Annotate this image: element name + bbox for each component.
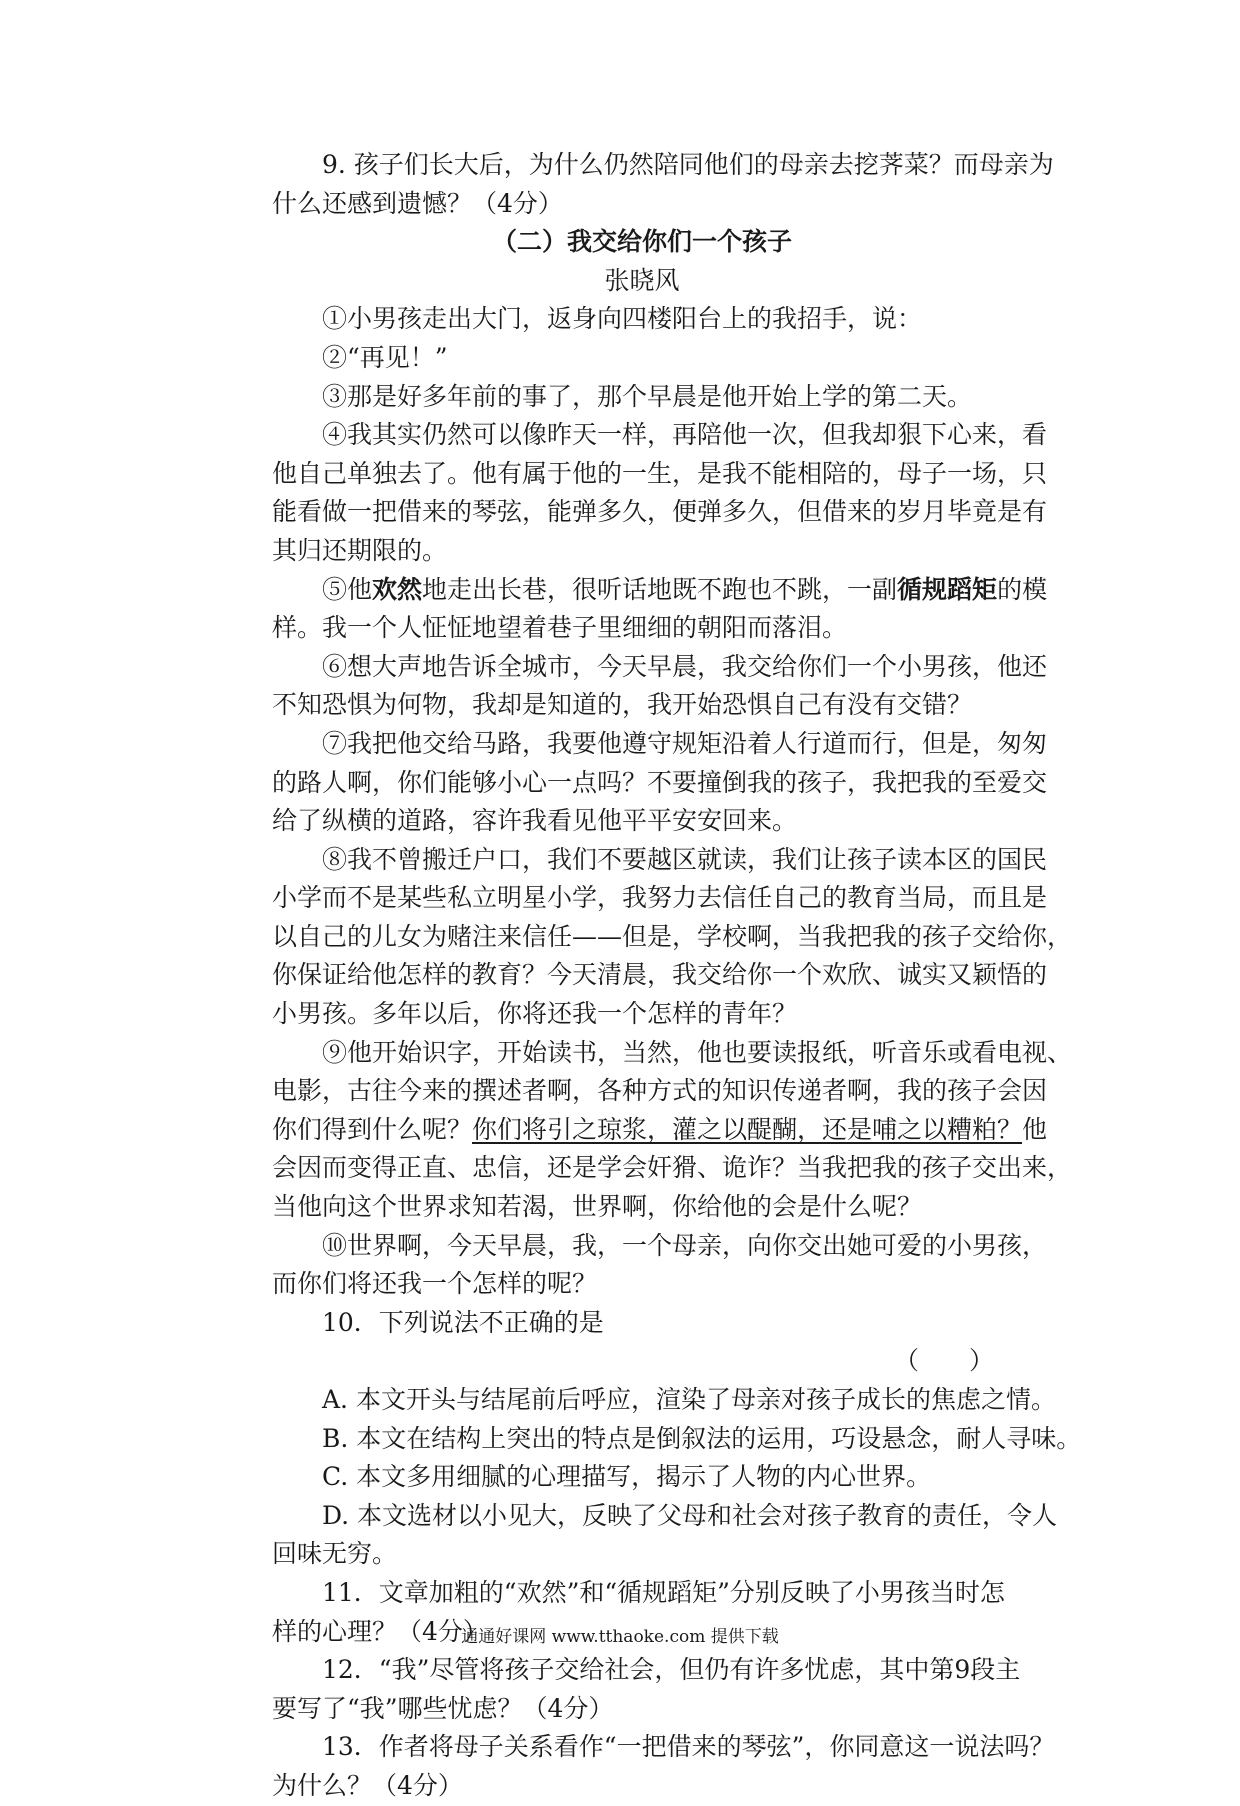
question-11-line-2: 样的心理？（4分） bbox=[272, 1616, 488, 1646]
question-10-stem: 10．下列说法不正确的是 bbox=[322, 1307, 604, 1337]
paragraph-7-line-3: 给了纵横的道路，容许我看见他平平安安回来。 bbox=[272, 806, 798, 836]
underlined-sentence: 你们将引之琼浆，灌之以醍醐，还是哺之以糟粕？ bbox=[472, 1114, 1023, 1144]
paragraph-7-line-1: ⑦我把他交给马路，我要他遵守规矩沿着人行道而行，但是，匆匆 bbox=[322, 728, 1048, 758]
paragraph-8-line-5: 小男孩。多年以后，你将还我一个怎样的青年？ bbox=[272, 999, 798, 1029]
question-9-line-1: 9. 孩子们长大后，为什么仍然陪同他们的母亲去挖荠菜？而母亲为 bbox=[322, 150, 1054, 179]
paragraph-6-line-2: 不知恐惧为何物，我却是知道的，我开始恐惧自己有没有交错？ bbox=[272, 690, 973, 720]
paragraph-8-line-2: 小学而不是某些私立明星小学，我努力去信任自己的教育当局，而且是 bbox=[272, 883, 1048, 913]
paragraph-6-line-1: ⑥想大声地告诉全城市，今天早晨，我交给你们一个小男孩，他还 bbox=[322, 651, 1048, 681]
paragraph-9-line-1: ⑨他开始识字，开始读书，当然，他也要读报纸，听音乐或看电视、 bbox=[322, 1037, 1073, 1067]
paragraph-8-line-3: 以自己的儿女为赌注来信任——但是，学校啊，当我把我的孩子交给你， bbox=[272, 921, 1073, 951]
paragraph-9-line-4: 会因而变得正直、忠信，还是学会奸猾、诡诈？当我把我的孩子交出来， bbox=[272, 1153, 1073, 1183]
paragraph-4-line-1: ④我其实仍然可以像昨天一样，再陪他一次，但我却狠下心来，看 bbox=[322, 420, 1048, 450]
paragraph-3: ③那是好多年前的事了，那个早晨是他开始上学的第二天。 bbox=[322, 381, 973, 411]
paragraph-4-line-4: 其归还期限的。 bbox=[272, 535, 448, 565]
paragraph-5-text-c: 地走出长巷，很听话地既不跑也不跳，一副 bbox=[422, 574, 898, 604]
paragraph-4-line-3: 能看做一把借来的琴弦，能弹多久，便弹多久，但借来的岁月毕竟是有 bbox=[272, 497, 1048, 527]
paragraph-1: ①小男孩走出大门，返身向四楼阳台上的我招手，说： bbox=[322, 304, 923, 334]
paragraph-9-line-5: 当他向这个世界求知若渴，世界啊，你给他的会是什么呢？ bbox=[272, 1192, 923, 1222]
option-a: A. 本文开头与结尾前后呼应，渲染了母亲对孩子成长的焦虑之情。 bbox=[322, 1385, 1056, 1414]
paragraph-10-line-1: ⑩世界啊，今天早晨，我，一个母亲，向你交出她可爱的小男孩， bbox=[322, 1230, 1048, 1260]
bold-word-xunguijuju: 循规蹈矩 bbox=[897, 574, 998, 604]
paragraph-8-line-1: ⑧我不曾搬迁户口，我们不要越区就读，我们让孩子读本区的国民 bbox=[322, 844, 1048, 874]
option-d-line-2: 回味无穷。 bbox=[272, 1539, 398, 1569]
paragraph-8-line-4: 你保证给他怎样的教育？今天清晨，我交给你一个欢欣、诚实又颖悟的 bbox=[272, 960, 1048, 990]
bold-word-huanran: 欢然 bbox=[372, 574, 423, 604]
paragraph-5-line-2: 样。我一个人怔怔地望着巷子里细细的朝阳而落泪。 bbox=[272, 613, 848, 643]
option-c: C. 本文多用细腻的心理描写，揭示了人物的内心世界。 bbox=[322, 1462, 932, 1492]
paragraph-2: ②“再见！” bbox=[322, 342, 448, 372]
paragraph-9-text-b: 他 bbox=[1022, 1114, 1048, 1144]
article-title: （二）我交给你们一个孩子 bbox=[491, 227, 792, 257]
question-13-line-2: 为什么？（4分） bbox=[272, 1770, 463, 1800]
paragraph-9-line-2: 电影，古往今来的撰述者啊，各种方式的知识传递者啊，我的孩子会因 bbox=[272, 1076, 1048, 1106]
question-13-line-1: 13．作者将母子关系看作“一把借来的琴弦”，你同意这一说法吗？ bbox=[322, 1732, 1055, 1762]
paragraph-10-line-2: 而你们将还我一个怎样的呢？ bbox=[272, 1269, 598, 1299]
question-11-line-1: 11．文章加粗的“欢然”和“循规蹈矩”分别反映了小男孩当时怎 bbox=[322, 1577, 1005, 1607]
paragraph-4-line-2: 他自己单独去了。他有属于他的一生，是我不能相陪的，母子一场，只 bbox=[272, 458, 1048, 488]
answer-bracket: （ ） bbox=[893, 1346, 994, 1376]
option-b: B. 本文在结构上突出的特点是倒叙法的运用，巧设悬念，耐人寻味。 bbox=[322, 1423, 1082, 1453]
page-footer: 通通好课网 www.tthaoke.com 提供下载 bbox=[461, 1627, 779, 1647]
article-author: 张晓风 bbox=[604, 265, 680, 295]
paragraph-5-text-a: ⑤他 bbox=[322, 574, 373, 604]
question-12-line-2: 要写了“我”哪些忧虑？（4分） bbox=[272, 1693, 614, 1723]
question-9-line-2: 什么还感到遗憾？（4分） bbox=[272, 188, 563, 218]
exam-page bbox=[272, 146, 1082, 1806]
paragraph-5-text-d: 的模 bbox=[997, 574, 1048, 604]
paragraph-7-line-2: 的路人啊，你们能够小心一点吗？不要撞倒我的孩子，我把我的至爱交 bbox=[272, 767, 1048, 797]
paragraph-9-text-a: 你们得到什么呢？ bbox=[272, 1114, 473, 1144]
paragraph-5-line-1 bbox=[272, 571, 1048, 610]
question-12-line-1: 12．“我”尽管将孩子交给社会，但仍有许多忧虑，其中第9段主 bbox=[322, 1655, 1021, 1685]
paragraph-9-line-3 bbox=[272, 1111, 1048, 1150]
option-d-line-1: D. 本文选材以小见大，反映了父母和社会对孩子教育的责任，令人 bbox=[322, 1500, 1058, 1530]
